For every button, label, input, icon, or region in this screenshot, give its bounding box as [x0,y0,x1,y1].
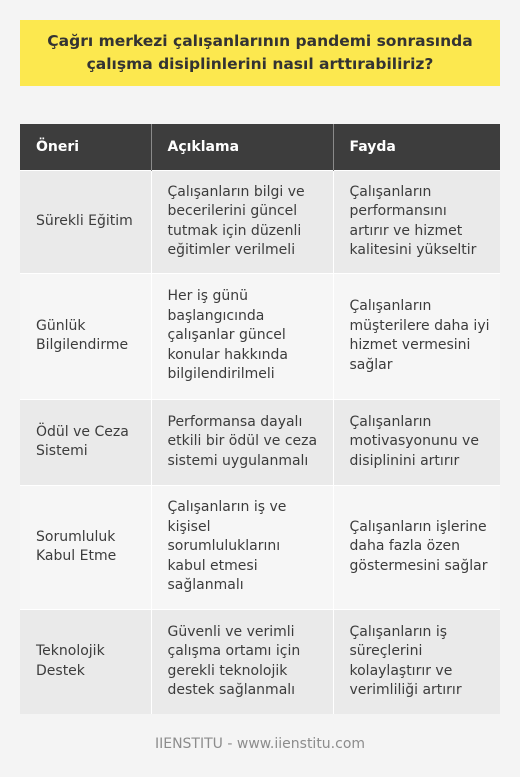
table-row [20,273,500,399]
footer-credit: IIENSTITU - www.iienstitu.com [154,736,366,752]
cell-aciklama: Çalışanların bilgi ve becerilerini güncel tutmak için düzenli eğitimler verilmeli [151,170,333,273]
table-row [20,485,500,609]
table-row [20,609,500,714]
header-oneri: Öneri [20,124,151,170]
cell-oneri: Teknolojik Destek [20,609,151,714]
cell-oneri: Sürekli Eğitim [20,170,151,273]
cell-fayda: Çalışanların performansını artırır ve hizmet kalitesini yükseltir [333,170,500,273]
cell-aciklama: Güvenli ve verimli çalışma ortamı için gerekli teknolojik destek sağlanmalı [151,609,333,714]
page-title: Çağrı merkezi çalışanlarının pandemi sonrasında çalışma disiplinlerini nasıl arttırabiliriz? [47,32,473,73]
cell-fayda: Çalışanların müşterilere daha iyi hizmet vermesini sağlar [333,273,500,399]
title-banner [20,20,500,86]
cell-fayda: Çalışanların motivasyonunu ve disiplinini artırır [333,399,500,485]
cell-fayda: Çalışanların işlerine daha fazla özen göstermesini sağlar [333,485,500,609]
header-fayda: Fayda [333,124,500,170]
cell-oneri: Sorumluluk Kabul Etme [20,485,151,609]
cell-aciklama: Her iş günü başlangıcında çalışanlar güncel konular hakkında bilgilendirilmeli [151,273,333,399]
cell-fayda: Çalışanların iş süreçlerini kolaylaştırır ve verimliliği artırır [333,609,500,714]
table-row [20,170,500,273]
cell-aciklama: Çalışanların iş ve kişisel sorumluluklarını kabul etmesi sağlanmalı [151,485,333,609]
table-row [20,399,500,485]
table-header-row [20,124,500,170]
cell-oneri: Ödül ve Ceza Sistemi [20,399,151,485]
header-aciklama: Açıklama [151,124,333,170]
cell-aciklama: Performansa dayalı etkili bir ödül ve ceza sistemi uygulanmalı [151,399,333,485]
cell-oneri: Günlük Bilgilendirme [20,273,151,399]
recommendations-table [20,124,500,714]
